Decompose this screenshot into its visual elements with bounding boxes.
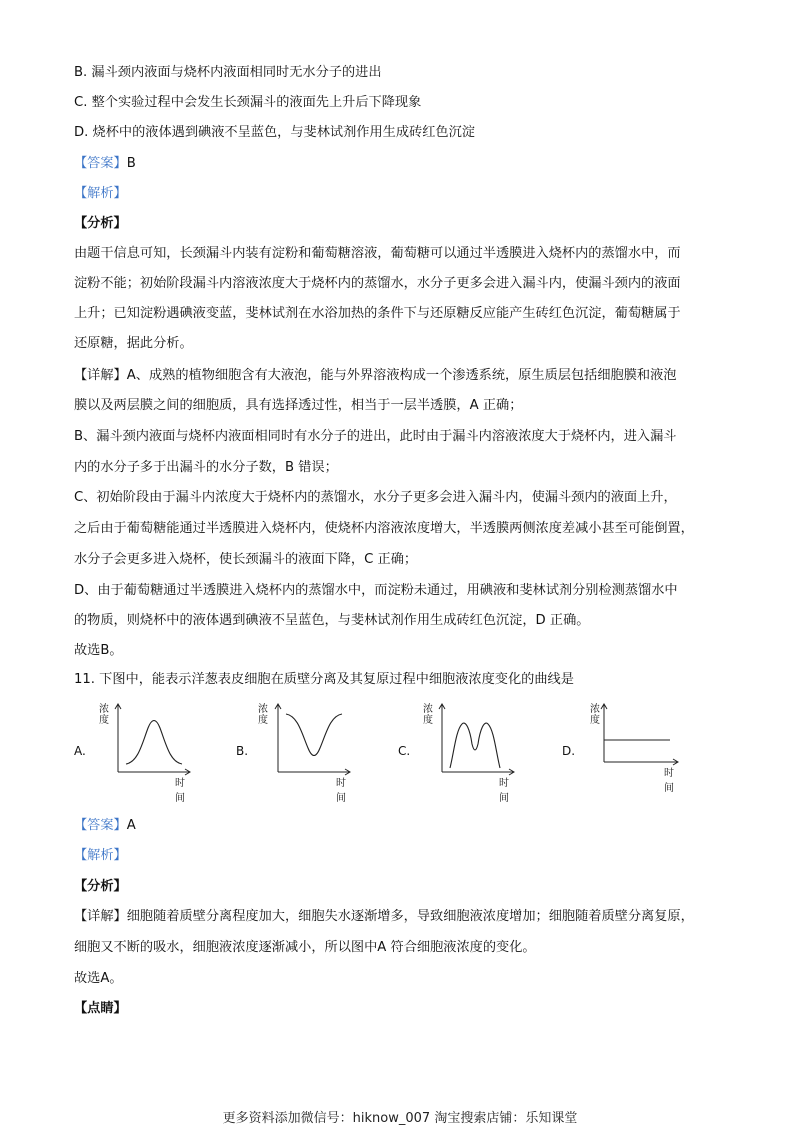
analysis-tag: 【解析】 [74, 848, 127, 863]
analysis-tag: 【解析】 [74, 186, 127, 201]
detail-line: 水分子会更多进入烧杯，使长颈漏斗的液面下降，C 正确； [74, 552, 418, 567]
y-label: 浓 度 [99, 704, 109, 726]
option-d-text: D. 烧杯中的液体遇到碘液不呈蓝色，与斐林试剂作用生成砖红色沉淀 [74, 125, 475, 140]
x-label: 时间 [499, 778, 509, 804]
question-11: 11. 下图中，能表示洋葱表皮细胞在质壁分离及其复原过程中细胞液浓度变化的曲线是 [74, 672, 574, 687]
answer-value: B [126, 156, 136, 171]
dianjing-heading: 【点睛】 [74, 1001, 127, 1016]
detail-line: C、初始阶段由于漏斗内浓度大于烧杯内的蒸馏水，水分子更多会进入漏斗内，使漏斗颈内的液面上升， [74, 490, 677, 505]
detail-line: 【详解】细胞随着质壁分离程度加大，细胞失水逐渐增多，导致细胞液浓度增加；细胞随着质壁分离复原， [74, 909, 694, 924]
curve-b [286, 714, 342, 756]
graph-d [562, 700, 674, 794]
fenxi-heading: 【分析】 [74, 879, 127, 894]
paragraph-line: 由题干信息可知，长颈漏斗内装有淀粉和葡萄糖溶液，葡萄糖可以通过半透膜进入烧杯内的蒸馏水中，而 [74, 246, 681, 261]
paragraph-line: 还原糖，据此分析。 [74, 336, 193, 351]
x-label: 时间 [664, 768, 674, 794]
y-label: 浓 度 [590, 704, 600, 726]
detail-line: D、由于葡萄糖通过半透膜进入烧杯内的蒸馏水中，而淀粉未通过，用碘液和斐林试剂分别检测蒸馏水中 [74, 583, 678, 598]
fenxi-heading: 【分析】 [74, 216, 127, 231]
paragraph-line: 淀粉不能；初始阶段漏斗内溶液浓度大于烧杯内的蒸馏水，水分子更多会进入漏斗内，使漏斗颈内的液面 [74, 276, 681, 291]
graph-option-label: A. [74, 744, 86, 758]
detail-line: 【详解】A、成熟的植物细胞含有大液泡，能与外界溶液构成一个渗透系统，原生质层包括细胞膜和液泡 [74, 368, 677, 383]
graph-option-label: C. [398, 744, 411, 758]
curve-c [450, 723, 500, 768]
graph-option-label: B. [236, 744, 249, 758]
graph-a [74, 700, 185, 804]
detail-line: 的物质，则烧杯中的液体遇到碘液不呈蓝色，与斐林试剂作用生成砖红色沉淀，D 正确。 [74, 613, 590, 628]
answer-value: A [126, 818, 136, 833]
answer-line [74, 155, 136, 173]
option-c-text: C. 整个实验过程中会发生长颈漏斗的液面先上升后下降现象 [74, 95, 422, 110]
detail-line: 细胞又不断的吸水，细胞液浓度逐渐减小，所以图中A 符合细胞液浓度的变化。 [74, 940, 536, 955]
paragraph-line: 上升；已知淀粉遇碘液变蓝，斐林试剂在水浴加热的条件下与还原糖反应能产生砖红色沉淀，葡萄糖属于 [74, 306, 681, 321]
page-footer: 更多资料添加微信号：hiknow_007 淘宝搜索店铺：乐知课堂 [222, 1111, 578, 1126]
y-label: 浓 度 [258, 704, 268, 726]
detail-line: 膜以及两层膜之间的细胞质，具有选择透过性，相当于一层半透膜，A 正确； [74, 398, 523, 413]
answer-line [74, 817, 136, 835]
graph-c [398, 700, 509, 804]
detail-line: 之后由于葡萄糖能通过半透膜进入烧杯内，使烧杯内溶液浓度增大，半透膜两侧浓度差减小甚至可能倒置， [74, 521, 694, 536]
graph-b [236, 700, 346, 804]
curve-a [126, 721, 182, 765]
answer-tag: 【答案】 [74, 156, 127, 171]
conclusion-line: 故选B。 [74, 643, 123, 658]
detail-line: 内的水分子多于出漏斗的水分子数，B 错误； [74, 460, 338, 475]
detail-line: B、漏斗颈内液面与烧杯内液面相同时有水分子的进出，此时由于漏斗内溶液浓度大于烧杯内，进入漏斗 [74, 429, 677, 444]
option-b-text: B. 漏斗颈内液面与烧杯内液面相同时无水分子的进出 [74, 65, 382, 80]
x-label: 时间 [175, 778, 185, 804]
conclusion-line: 故选A。 [74, 971, 123, 986]
graph-option-label: D. [562, 744, 576, 758]
x-label: 时间 [336, 778, 346, 804]
y-label: 浓 度 [423, 704, 433, 726]
answer-tag: 【答案】 [74, 818, 127, 833]
